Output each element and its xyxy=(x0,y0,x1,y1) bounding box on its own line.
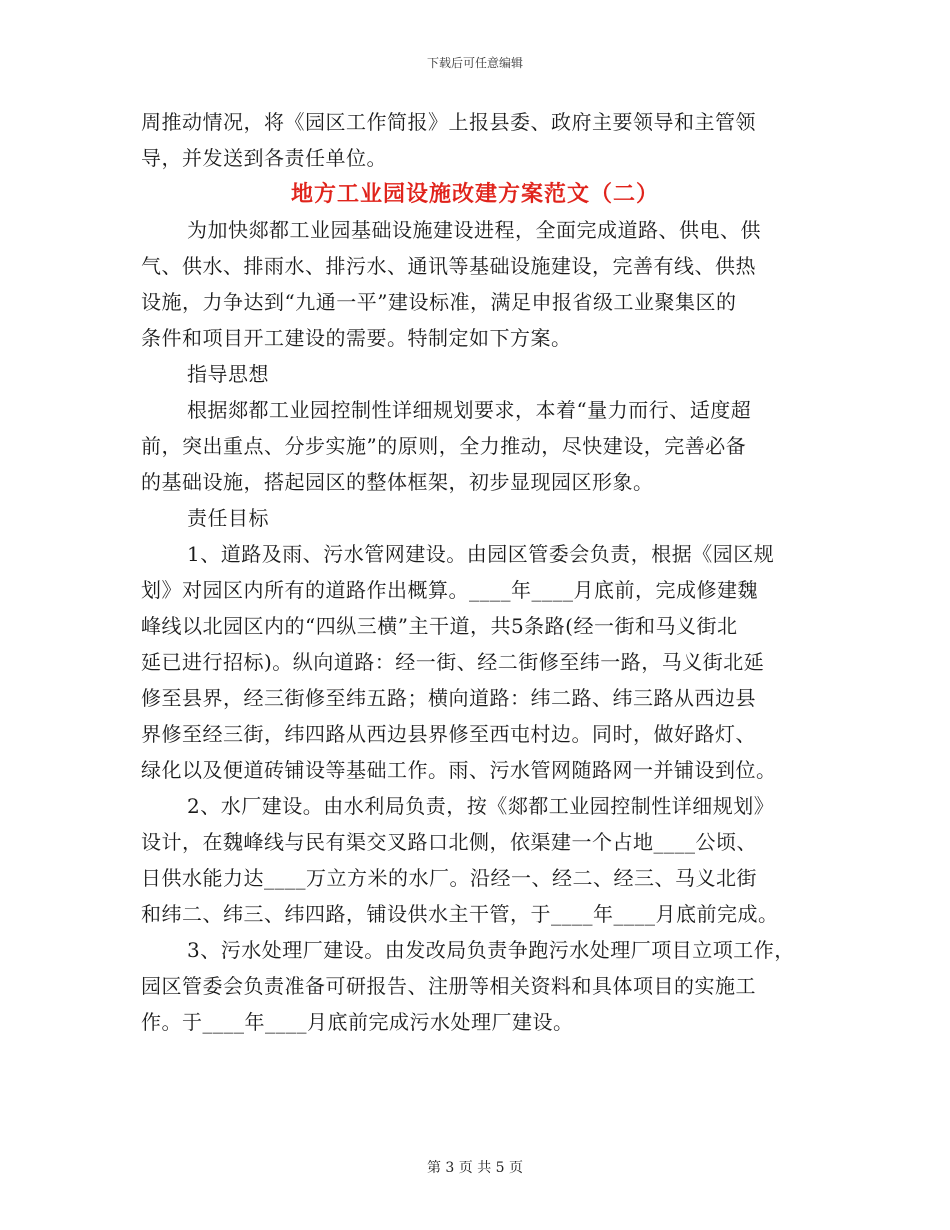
subheading-guiding: 指导思想 xyxy=(187,362,269,386)
paragraph-line: 前，突出重点、分步实施”的原则，全力推动，尽快建设，完善必备 xyxy=(141,434,747,458)
paragraph-line: 和纬二、纬三、纬四路，铺设供水主干管，于____年____月底前完成。 xyxy=(141,902,779,926)
paragraph-line: 为加快郯都工业园基础设施建设进程，全面完成道路、供电、供 xyxy=(187,218,761,242)
paragraph-line: 设计，在魏峰线与民有渠交叉路口北侧，依渠建一个占地____公顷、 xyxy=(141,830,757,854)
paragraph-line: 峰线以北园区内的“四纵三横”主干道，共5条路(经一街和马义街北 xyxy=(141,614,738,638)
paragraph-line: 2、水厂建设。由水利局负责，按《郯都工业园控制性详细规划》 xyxy=(187,794,775,818)
paragraph-line: 绿化以及便道砖铺设等基础工作。雨、污水管网随路网一并铺设到位。 xyxy=(141,758,777,782)
paragraph-line: 1、道路及雨、污水管网建设。由园区管委会负责，根据《园区规 xyxy=(187,542,775,566)
paragraph-line: 界修至经三街，纬四路从西边县界修至西屯村边。同时，做好路灯、 xyxy=(141,722,756,746)
paragraph-line: 划》对园区内所有的道路作出概算。____年____月底前，完成修建魏 xyxy=(141,578,758,602)
intro-line: 周推动情况，将《园区工作简报》上报县委、政府主要领导和主管领 xyxy=(141,110,756,134)
paragraph-line: 园区管委会负责准备可研报告、注册等相关资料和具体项目的实施工 xyxy=(141,974,756,998)
paragraph-line: 设施，力争达到“九通一平”建设标准，满足申报省级工业聚集区的 xyxy=(141,290,737,314)
page-header-note: 下载后可任意编辑 xyxy=(426,56,523,70)
paragraph-line: 日供水能力达____万立方米的水厂。沿经一、经二、经三、马义北街 xyxy=(141,866,757,890)
paragraph-line: 根据郯都工业园控制性详细规划要求，本着“量力而行、适度超 xyxy=(187,398,752,422)
paragraph-line: 修至县界，经三街修至纬五路；横向道路：纬二路、纬三路从西边县 xyxy=(141,686,756,710)
paragraph-line: 作。于____年____月底前完成污水处理厂建设。 xyxy=(141,1010,574,1034)
document-body xyxy=(141,104,809,1040)
paragraph-line: 条件和项目开工建设的需要。特制定如下方案。 xyxy=(141,326,572,350)
intro-line: 导，并发送到各责任单位。 xyxy=(141,146,387,170)
subheading-target: 责任目标 xyxy=(187,506,269,530)
page-footer: 第 3 页 共 5 页 xyxy=(426,1160,524,1176)
paragraph-line: 气、供水、排雨水、排污水、通讯等基础设施建设，完善有线、供热 xyxy=(141,254,756,278)
paragraph-line: 延已进行招标)。纵向道路：经一街、经二街修至纬一路，马义街北延 xyxy=(141,650,765,674)
paragraph-line: 3、污水处理厂建设。由发改局负责争跑污水处理厂项目立项工作， xyxy=(187,938,795,962)
section-title: 地方工业园设施改建方案范文（二） xyxy=(290,181,659,207)
paragraph-line: 的基础设施，搭起园区的整体框架，初步显现园区形象。 xyxy=(141,470,654,494)
